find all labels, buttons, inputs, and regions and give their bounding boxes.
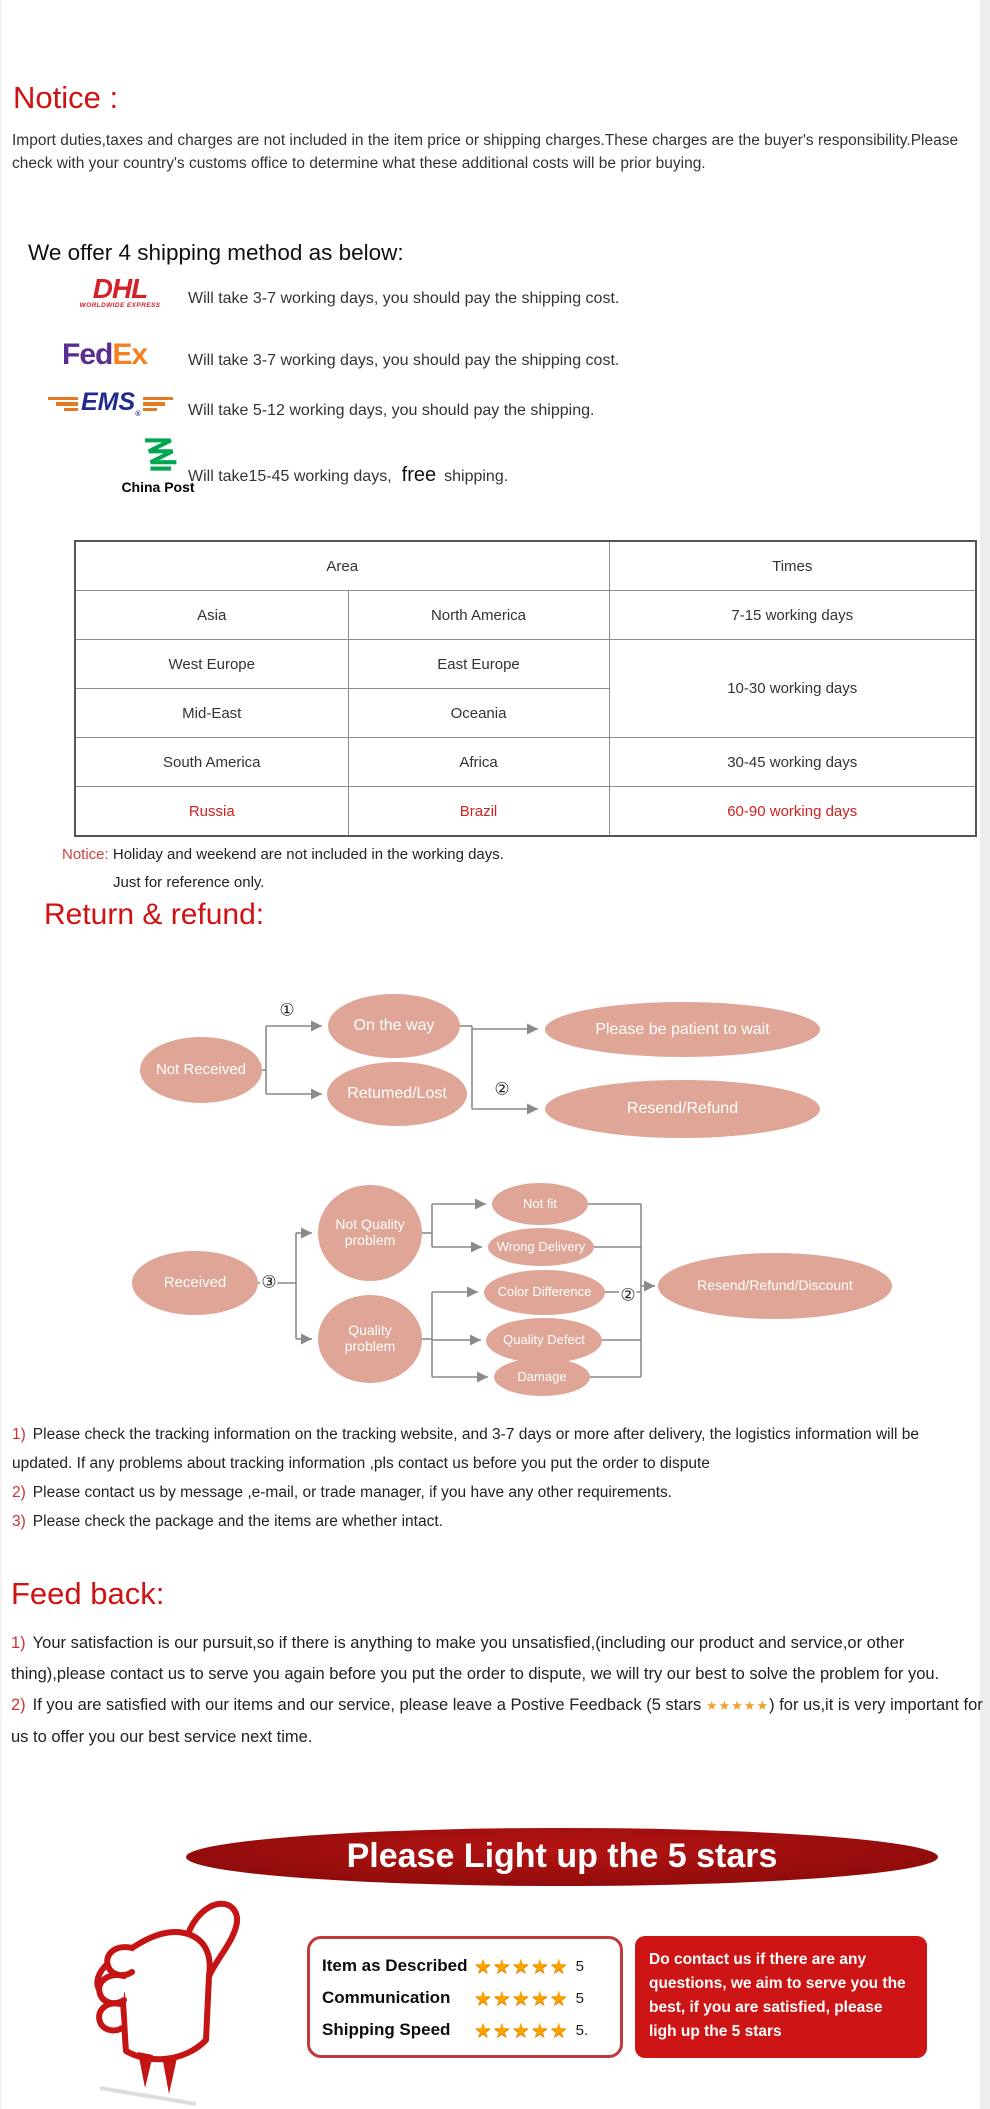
flow-node-wrong-delivery: Wrong Delivery xyxy=(488,1228,594,1266)
table-note-text: Holiday and weekend are not included in the working days. xyxy=(112,846,504,863)
table-note-label: Notice: xyxy=(62,846,109,863)
feedback-item-2 xyxy=(11,1690,983,1753)
thumbs-up-icon xyxy=(48,1898,293,2108)
cell-oceania: Oceania xyxy=(348,689,609,738)
feedback-items xyxy=(11,1628,983,1753)
flow-node-quality-defect: Quality Defect xyxy=(486,1318,602,1363)
china-post-desc-suffix: shipping. xyxy=(444,468,509,485)
fedex-logo-icon xyxy=(62,338,147,372)
dhl-description: Will take 3-7 working days, you should pay the shipping cost. xyxy=(188,290,620,307)
cell-mid-east: Mid-East xyxy=(75,689,348,738)
table-row xyxy=(75,591,976,640)
returns-heading: Return & refund: xyxy=(44,898,265,931)
flow-node-damage: Damage xyxy=(494,1358,590,1396)
rating-label: Communication xyxy=(322,1988,451,2007)
table-row xyxy=(75,738,976,787)
ems-logo-icon xyxy=(48,390,173,418)
flow-node-on-the-way: On the way xyxy=(328,994,460,1058)
five-star-icons: ★★★★★ xyxy=(474,1954,569,1978)
cell-east-europe: East Europe xyxy=(348,640,609,689)
rating-score: 5 xyxy=(575,1989,584,2007)
fedex-logo-fed: Fed xyxy=(62,338,113,371)
return-note-3 xyxy=(12,1507,980,1536)
contact-us-box: Do contact us if there are any questions, we aim to serve you the best, if you are satisfied, please ligh up the 5 stars xyxy=(635,1936,927,2058)
shipping-times-table xyxy=(74,540,977,837)
rating-row-shipping-speed xyxy=(322,2014,608,2046)
light-up-banner: Please Light up the 5 stars xyxy=(186,1828,938,1886)
china-post-description xyxy=(188,464,508,487)
dhl-logo-subtext: WORLDWIDE EXPRESS xyxy=(79,302,161,310)
flow-node-not-fit: Not fit xyxy=(492,1183,588,1225)
cell-russia: Russia xyxy=(75,787,348,837)
note-text: Please check the tracking information on the tracking website, and 3-7 days or more after delivery, the logistics information will be updated. If any problems about tracking information ,pls contact us before you put the order to dispute xyxy=(12,1426,920,1472)
five-stars-inline-icon: ★★★★★ xyxy=(705,1699,770,1714)
table-row xyxy=(75,640,976,689)
return-notes xyxy=(12,1420,980,1536)
flow-node-be-patient: Please be patient to wait xyxy=(545,1002,820,1057)
rating-label: Item as Described xyxy=(322,1956,468,1975)
notice-heading: Notice : xyxy=(13,80,119,115)
table-header-times: Times xyxy=(609,541,976,591)
flow-node-not-quality-problem: Not Quality problem xyxy=(318,1185,422,1281)
note-number: 2) xyxy=(12,1484,26,1501)
flow-node-returned-lost: Retumed/Lost xyxy=(327,1062,467,1126)
flow-node-not-received: Not Received xyxy=(140,1037,262,1103)
return-note-1 xyxy=(12,1420,980,1478)
ems-stripes-left xyxy=(48,397,78,412)
cell-times-2: 10-30 working days xyxy=(609,640,976,738)
ems-stripes-right xyxy=(143,397,173,412)
step-1-badge: ① xyxy=(279,1000,295,1021)
ems-logo-text: $EMS_®$ xyxy=(81,388,141,418)
ems-description: Will take 5-12 working days, you should pay the shipping. xyxy=(188,402,595,419)
rating-score: 5 xyxy=(575,1957,584,1975)
note-number: 1) xyxy=(12,1426,26,1443)
feedback-text: ) for us,it is very important for us to offer you our best service next time. xyxy=(11,1696,983,1746)
shipping-heading: We offer 4 shipping method as below: xyxy=(28,240,404,265)
note-number: 2) xyxy=(11,1696,26,1714)
cell-times-3: 30-45 working days xyxy=(609,738,976,787)
rating-row-communication xyxy=(322,1982,608,2014)
flow-node-quality-problem: Quality problem xyxy=(318,1295,422,1383)
cell-north-america: North America xyxy=(348,591,609,640)
table-row-highlight xyxy=(75,787,976,837)
fedex-logo-ex: Ex xyxy=(112,338,148,371)
feedback-heading: Feed back: xyxy=(11,1576,165,1611)
return-flowchart-1 xyxy=(0,990,990,1165)
rating-box xyxy=(307,1936,623,2058)
flow-node-resend-refund: Resend/Refund xyxy=(545,1080,820,1138)
rating-label: Shipping Speed xyxy=(322,2020,451,2039)
five-star-icons: ★★★★★ xyxy=(474,2018,569,2042)
five-star-icons: ★★★★★ xyxy=(474,1986,569,2010)
free-shipping-word: free xyxy=(401,464,437,486)
china-post-emblem-icon xyxy=(136,434,180,474)
return-note-2 xyxy=(12,1478,980,1507)
table-note-line2: Just for reference only. xyxy=(113,874,265,891)
feedback-item-1 xyxy=(11,1628,983,1690)
rating-row-item-as-described xyxy=(322,1950,608,1982)
cell-times-1: 7-15 working days xyxy=(609,591,976,640)
cell-times-4: 60-90 working days xyxy=(609,787,976,837)
feedback-text: If you are satisfied with our items and our service, please leave a Postive Feedback (5 stars xyxy=(32,1696,706,1714)
dhl-logo-icon xyxy=(60,273,180,310)
cell-south-america: South America xyxy=(75,738,348,787)
china-post-label: China Post xyxy=(121,479,195,495)
cell-west-europe: West Europe xyxy=(75,640,348,689)
note-text: Please check the package and the items are whether intact. xyxy=(32,1513,443,1530)
table-header-row xyxy=(75,541,976,591)
return-flowchart-2 xyxy=(0,1165,990,1410)
dhl-logo-text: DHL xyxy=(92,273,148,304)
feedback-text: Your satisfaction is our pursuit,so if there is anything to make you unsatisfied,(including our product and service,or other thing),please contact us to serve you again before you put the order to dispute, we will try our best to solve the problem for you. xyxy=(11,1634,940,1683)
table-header-area: Area xyxy=(75,541,609,591)
flow-node-color-difference: Color Difference xyxy=(484,1270,605,1315)
notice-body: Import duties,taxes and charges are not included in the item price or shipping charges.These charges are the buyer's responsibility.Please check with your country's customs office to determine what these additional costs will be prior buying. xyxy=(12,132,959,172)
cell-brazil: Brazil xyxy=(348,787,609,837)
note-text: Please contact us by message ,e-mail, or trade manager, if you have any other requirements. xyxy=(32,1484,673,1501)
cell-asia: Asia xyxy=(75,591,348,640)
fedex-description: Will take 3-7 working days, you should pay the shipping cost. xyxy=(188,352,620,369)
flow-node-received: Received xyxy=(132,1251,258,1315)
note-number: 1) xyxy=(11,1634,26,1652)
step-3-badge: ③ xyxy=(261,1272,277,1293)
note-number: 3) xyxy=(12,1513,26,1530)
table-note xyxy=(62,846,504,863)
cell-africa: Africa xyxy=(348,738,609,787)
rating-score: 5. xyxy=(575,2021,589,2039)
china-post-desc-prefix: Will take15-45 working days, xyxy=(188,468,392,485)
flow-node-resend-refund-discount: Resend/Refund/Discount xyxy=(658,1253,892,1319)
step-2-badge: ② xyxy=(494,1079,510,1100)
step-2-badge: ② xyxy=(620,1285,636,1306)
